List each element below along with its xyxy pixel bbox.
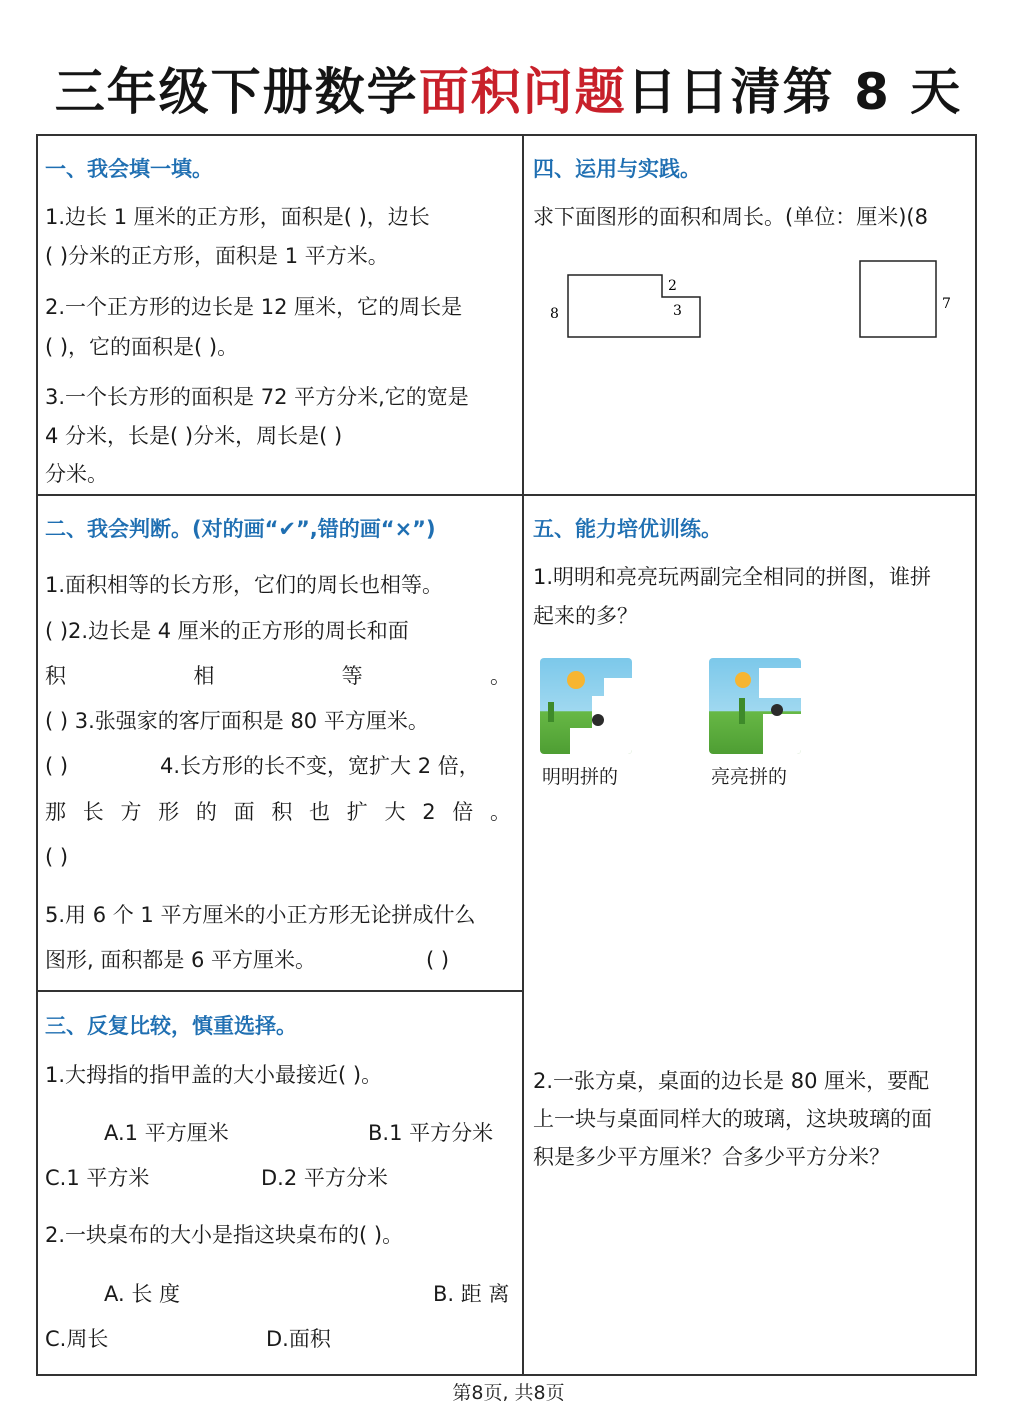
section-title: 一、我会填一填。 — [45, 157, 213, 181]
char: 。 — [489, 664, 511, 688]
puzzle-image-liangliang — [709, 658, 801, 754]
title-highlight: 面积问题 — [418, 63, 627, 121]
char: 形 — [158, 800, 180, 824]
option-b: B. 距 离 — [433, 1282, 510, 1306]
question-line: ( ) 3.张强家的客厅面积是 80 平方厘米。 — [45, 709, 429, 733]
square-figure — [860, 261, 936, 337]
section-title: 二、我会判断。(对的画“✔”,错的画“×”) — [45, 517, 436, 541]
missing-pieces — [604, 678, 632, 698]
option-d: D.面积 — [266, 1327, 331, 1351]
option-d: D.2 平方分米 — [261, 1166, 388, 1190]
option-b: B.1 平方分米 — [368, 1121, 494, 1145]
char: 面 — [233, 800, 255, 824]
char: 的 — [195, 800, 217, 824]
puzzle-art — [540, 658, 632, 754]
spread-line — [45, 799, 511, 825]
question-line: 积是多少平方厘米？合多少平方分米？ — [533, 1145, 890, 1169]
sun-shape — [735, 672, 751, 688]
label-left: 8 — [550, 306, 559, 322]
question-line: 2.一张方桌，桌面的边长是 80 厘米，要配 — [533, 1069, 930, 1093]
question-line: 1.明明和亮亮玩两副完全相同的拼图，谁拼 — [533, 565, 932, 589]
option-c: C.周长 — [45, 1327, 109, 1351]
answer-bracket: ( ) — [426, 948, 450, 972]
option-a: A.1 平方厘米 — [104, 1121, 229, 1145]
child-figure — [592, 714, 604, 726]
puzzle-art — [709, 658, 801, 754]
page-title — [0, 52, 1017, 124]
missing-pieces — [570, 728, 592, 754]
question-line: ( )，它的面积是( )。 — [45, 335, 239, 359]
char: 积 — [271, 800, 293, 824]
section-title: 五、能力培优训练。 — [533, 517, 722, 541]
char: 方 — [120, 800, 142, 824]
question-line: 图形, 面积都是 6 平方厘米。 — [45, 948, 317, 972]
caption-liangliang: 亮亮拼的 — [711, 766, 788, 788]
child-figure — [771, 704, 783, 716]
title-part3: 日日清第 8 天 — [626, 63, 963, 121]
puzzle-image-mingming — [540, 658, 632, 754]
char: 2 — [422, 800, 436, 824]
char: 长 — [82, 800, 104, 824]
char: 也 — [309, 800, 331, 824]
plant-shape — [739, 698, 745, 724]
question-line: 3.一个长方形的面积是 72 平方分米,它的宽是 — [45, 385, 469, 409]
title-part1: 三年级下册数学 — [54, 63, 419, 121]
plant-shape — [548, 702, 554, 722]
question-line: 1.面积相等的长方形，它们的周长也相等。 — [45, 573, 444, 597]
spread-line — [45, 663, 511, 689]
question-line: 1.边长 1 厘米的正方形，面积是( )，边长 — [45, 205, 430, 229]
char: 。 — [490, 800, 511, 824]
caption-mingming: 明明拼的 — [542, 766, 619, 788]
missing-pieces — [759, 668, 801, 698]
question-line: 分米。 — [45, 462, 108, 486]
section-title: 四、运用与实践。 — [533, 157, 701, 181]
char: 积 — [45, 664, 66, 688]
char: 等 — [341, 664, 363, 688]
shape-figures — [540, 255, 960, 350]
label-top: 2 — [668, 278, 677, 294]
row-divider-2 — [36, 990, 523, 992]
question-line: 求下面图形的面积和周长。(单位：厘米)(8 — [533, 205, 928, 229]
char: 那 — [45, 800, 66, 824]
question-line: ( )2.边长是 4 厘米的正方形的周长和面 — [45, 619, 409, 643]
question-line: 4 分米，长是( )分米，周长是( ) — [45, 424, 343, 448]
question-line: 4.长方形的长不变，宽扩大 2 倍， — [160, 754, 480, 778]
answer-bracket: ( ) — [45, 845, 69, 869]
column-divider — [522, 134, 524, 1376]
page-footer: 第8页, 共8页 — [452, 1382, 565, 1404]
char: 相 — [193, 664, 215, 688]
question-line: 2.一个正方形的边长是 12 厘米，它的周长是 — [45, 295, 463, 319]
section-title: 三、反复比较，慎重选择。 — [45, 1014, 297, 1038]
question-line: 上一块与桌面同样大的玻璃，这块玻璃的面 — [533, 1107, 932, 1131]
sun-shape — [567, 671, 585, 689]
question-line: 1.大拇指的指甲盖的大小最接近( )。 — [45, 1063, 383, 1087]
question-line: ( )分米的正方形，面积是 1 平方米。 — [45, 244, 389, 268]
row-divider-1 — [36, 494, 977, 496]
question-line: 5.用 6 个 1 平方厘米的小正方形无论拼成什么 — [45, 903, 476, 927]
option-a: A. 长 度 — [104, 1282, 181, 1306]
question-line: 2.一块桌布的大小是指这块桌布的( )。 — [45, 1223, 404, 1247]
char: 大 — [384, 800, 406, 824]
missing-pieces — [763, 714, 801, 754]
char: 扩 — [346, 800, 368, 824]
label-inner: 3 — [673, 303, 682, 319]
label-right: 7 — [942, 296, 951, 312]
option-c: C.1 平方米 — [45, 1166, 150, 1190]
char: 倍 — [452, 800, 474, 824]
answer-bracket: ( ) — [45, 754, 69, 778]
question-line: 起来的多？ — [533, 604, 638, 628]
